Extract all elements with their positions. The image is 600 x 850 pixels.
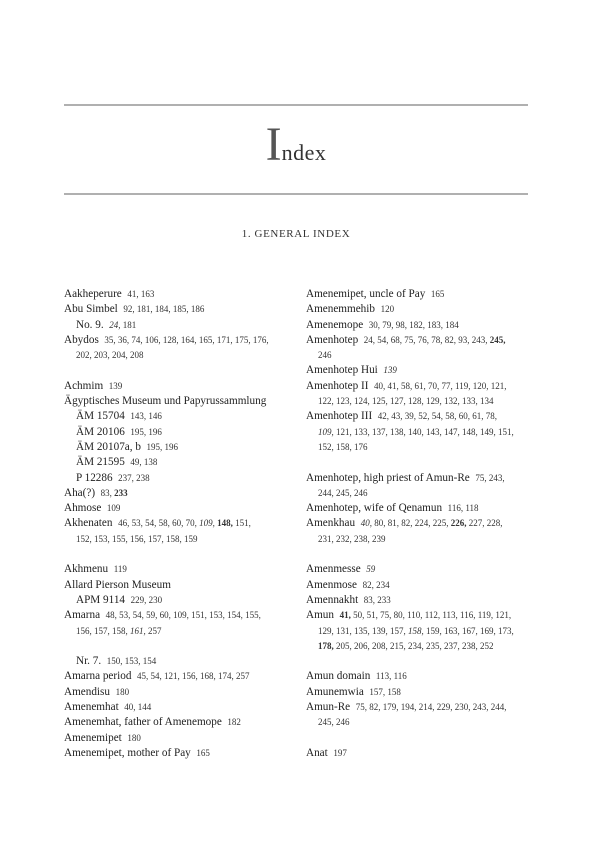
index-subentry: ÄM 21595 49, 138 — [76, 456, 158, 469]
index-entry: Amenhotep, high priest of Amun-Re 75, 243, 244, 245, 246 — [306, 471, 505, 498]
index-entry: Aha(?) 83, 233 — [64, 486, 128, 499]
index-entry: Amenhotep 24, 54, 68, 75, 76, 78, 82, 93, 243, 245, 246 — [306, 333, 506, 361]
index-entry: Amun 41, 50, 51, 75, 80, 110, 112, 113, 116, 119, 121, 129, 131, 135, 139, 157, 158, 159, 163, 167, 169, 173, 178, 205, 206, 208, 215, 234, 235, 237, 238, 252 — [306, 609, 514, 651]
index-column-right — [306, 287, 536, 761]
index-entry: Amenhotep II 40, 41, 58, 61, 70, 77, 119, 120, 121, 122, 123, 124, 125, 127, 128, 129, 132, 133, 134 — [306, 379, 507, 407]
index-entry: Abu Simbel 92, 181, 184, 185, 186 — [64, 303, 205, 316]
index-entry: Amenkhau 40, 80, 81, 82, 224, 225, 226, 227, 228, 231, 232, 238, 239 — [306, 517, 503, 544]
index-entry: Amarna period 45, 54, 121, 156, 168, 174, 257 — [64, 670, 250, 683]
index-entry: Allard Pierson Museum — [64, 578, 171, 591]
index-entry: Amenhotep, wife of Qenamun 116, 118 — [306, 502, 479, 515]
index-subentry: P 12286 237, 238 — [76, 471, 150, 484]
index-entry: Abydos 35, 36, 74, 106, 128, 164, 165, 171, 175, 176, 202, 203, 204, 208 — [64, 333, 269, 361]
index-subentry: Nr. 7. 150, 153, 154 — [76, 655, 157, 668]
index-entry: Amenemhat, father of Amenemope 182 — [64, 716, 241, 729]
index-entry: Amenhotep III 42, 43, 39, 52, 54, 58, 60, 61, 78, 109, 121, 133, 137, 138, 140, 143, 147, 148, 149, 151, 152, 158, 176 — [306, 410, 514, 452]
index-entry: Ägyptisches Museum und Papyrussammlung — [64, 395, 267, 408]
index-subentry: ÄM 20107a, b 195, 196 — [76, 440, 179, 453]
index-entry: Amennakht 83, 233 — [306, 593, 391, 606]
index-entry: Amenemmehib 120 — [306, 303, 395, 316]
index-entry: Amenhotep Hui 139 — [306, 364, 397, 377]
index-entry: Amenemhat 40, 144 — [64, 701, 152, 714]
index-subentry: No. 9. 24, 181 — [76, 318, 137, 331]
index-entry: Achmim 139 — [64, 379, 123, 392]
index-entry: Anat 197 — [306, 746, 347, 759]
index-entry: Amenemipet, uncle of Pay 165 — [306, 288, 445, 300]
index-entry: Aakheperure 41, 163 — [64, 288, 155, 300]
index-entry: Amenemope 30, 79, 98, 182, 183, 184 — [306, 318, 459, 331]
top-rule — [64, 104, 528, 106]
index-entry: Akhmenu 119 — [64, 563, 127, 576]
page-title: Index — [265, 118, 327, 171]
bottom-rule — [64, 193, 528, 195]
section-heading: 1. GENERAL INDEX — [241, 228, 351, 240]
index-entry: Amenemipet, mother of Pay 165 — [64, 746, 210, 759]
index-entry: Amenmose 82, 234 — [306, 578, 390, 591]
index-entry: Amun-Re 75, 82, 179, 194, 214, 229, 230, 243, 244, 245, 246 — [306, 701, 507, 728]
index-subentry: APM 9114 229, 230 — [76, 593, 163, 606]
index-entry: Ahmose 109 — [64, 502, 121, 515]
index-entry: Amendisu 180 — [64, 685, 130, 698]
index-entry: Amenemipet 180 — [64, 731, 141, 744]
index-entry: Akhenaten 46, 53, 54, 58, 60, 70, 109, 148, 151, 152, 153, 155, 156, 157, 158, 159 — [64, 517, 251, 544]
index-column-left — [64, 287, 288, 761]
index-entry: Amunemwia 157, 158 — [306, 685, 401, 698]
index-entry: Amarna 48, 53, 54, 59, 60, 109, 151, 153, 154, 155, 156, 157, 158, 161, 257 — [64, 609, 261, 636]
index-subentry: ÄM 15704 143, 146 — [76, 410, 162, 423]
index-entry: Amenmesse 59 — [306, 563, 376, 576]
index-subentry: ÄM 20106 195, 196 — [76, 425, 162, 438]
index-entry: Amun domain 113, 116 — [306, 670, 407, 683]
